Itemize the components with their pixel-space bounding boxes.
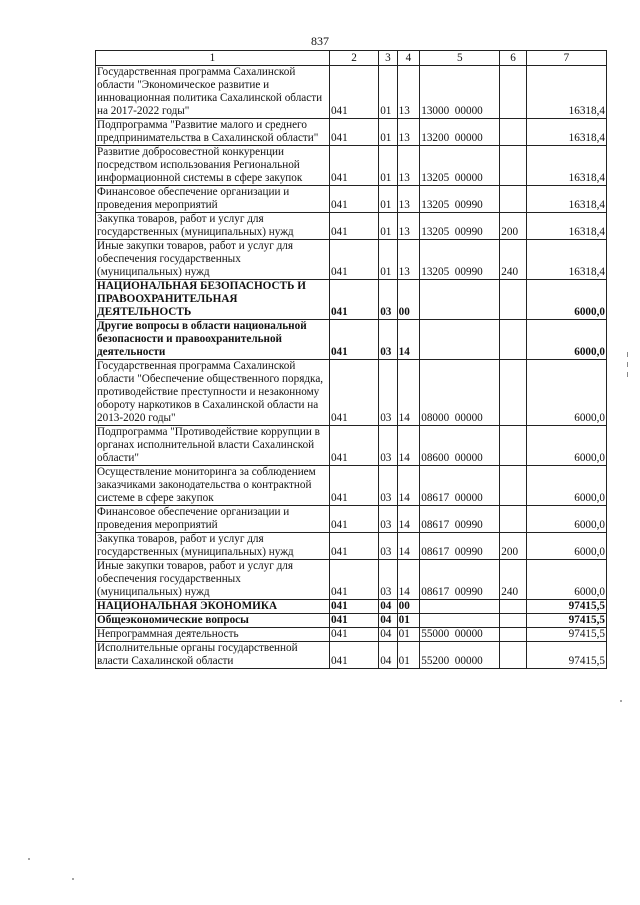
- table-row: [96, 642, 607, 669]
- row-section-code: 03: [379, 280, 397, 320]
- row-amount: 16318,4: [526, 240, 606, 280]
- table-row: [96, 146, 607, 186]
- table-row: [96, 506, 607, 533]
- table-row: [96, 614, 607, 628]
- scan-speck: [72, 878, 74, 880]
- row-amount: 6000,0: [526, 426, 606, 466]
- row-section-code: 03: [379, 533, 397, 560]
- row-subsection-code: 13: [397, 119, 420, 146]
- row-grbs-code: 041: [329, 280, 378, 320]
- row-target-article: [420, 600, 500, 614]
- row-name: НАЦИОНАЛЬНАЯ БЕЗОПАСНОСТЬ И ПРАВООХРАНИТЕЛЬНАЯ ДЕЯТЕЛЬНОСТЬ: [96, 280, 330, 320]
- row-expense-type: [500, 642, 527, 669]
- table-body: [96, 66, 607, 669]
- row-name: Исполнительные органы государственной власти Сахалинской области: [96, 642, 330, 669]
- row-expense-type: [500, 186, 527, 213]
- row-amount: 6000,0: [526, 320, 606, 360]
- row-target-article: 13000 00000: [420, 66, 500, 119]
- row-subsection-code: 13: [397, 240, 420, 280]
- row-target-article: 08617 00000: [420, 466, 500, 506]
- row-expense-type: [500, 600, 527, 614]
- row-grbs-code: 041: [329, 360, 378, 426]
- row-grbs-code: 041: [329, 642, 378, 669]
- row-section-code: 04: [379, 600, 397, 614]
- row-name: НАЦИОНАЛЬНАЯ ЭКОНОМИКА: [96, 600, 330, 614]
- row-amount: 16318,4: [526, 186, 606, 213]
- row-amount: 6000,0: [526, 360, 606, 426]
- row-subsection-code: 14: [397, 466, 420, 506]
- row-subsection-code: 00: [397, 280, 420, 320]
- row-subsection-code: 00: [397, 600, 420, 614]
- row-subsection-code: 14: [397, 506, 420, 533]
- row-expense-type: 200: [500, 533, 527, 560]
- row-expense-type: [500, 146, 527, 186]
- table-row: [96, 186, 607, 213]
- row-expense-type: [500, 466, 527, 506]
- row-grbs-code: 041: [329, 119, 378, 146]
- row-target-article: 55200 00000: [420, 642, 500, 669]
- row-name: Подпрограмма "Противодействие коррупции в органах исполнительной власти Сахалинской области": [96, 426, 330, 466]
- row-subsection-code: 13: [397, 213, 420, 240]
- row-section-code: 03: [379, 466, 397, 506]
- row-amount: 97415,5: [526, 642, 606, 669]
- row-name: Иные закупки товаров, работ и услуг для обеспечения государственных (муниципальных) нужд: [96, 560, 330, 600]
- row-target-article: 13205 00000: [420, 146, 500, 186]
- row-target-article: [420, 614, 500, 628]
- row-subsection-code: 14: [397, 560, 420, 600]
- row-name: Иные закупки товаров, работ и услуг для обеспечения государственных (муниципальных) нужд: [96, 240, 330, 280]
- table-row: [96, 560, 607, 600]
- row-grbs-code: 041: [329, 213, 378, 240]
- row-amount: 16318,4: [526, 146, 606, 186]
- row-section-code: 01: [379, 240, 397, 280]
- row-name: Государственная программа Сахалинской области "Экономическое развитие и инновационная политика Сахалинской области на 2017-2022 годы": [96, 66, 330, 119]
- row-target-article: [420, 320, 500, 360]
- column-header: 6: [500, 51, 527, 66]
- scan-speck: [28, 858, 30, 860]
- column-header: 4: [397, 51, 420, 66]
- row-amount: 97415,5: [526, 600, 606, 614]
- row-name: Развитие добросовестной конкуренции посредством использования Региональной информационной системы в сфере закупок: [96, 146, 330, 186]
- row-name: Финансовое обеспечение организации и проведения мероприятий: [96, 186, 330, 213]
- column-header: 2: [329, 51, 378, 66]
- row-target-article: 13200 00000: [420, 119, 500, 146]
- row-name: Финансовое обеспечение организации и проведения мероприятий: [96, 506, 330, 533]
- row-grbs-code: 041: [329, 628, 378, 642]
- row-grbs-code: 041: [329, 66, 378, 119]
- table-row: [96, 213, 607, 240]
- row-expense-type: [500, 426, 527, 466]
- row-target-article: 55000 00000: [420, 628, 500, 642]
- row-amount: 97415,5: [526, 628, 606, 642]
- row-name: Закупка товаров, работ и услуг для государственных (муниципальных) нужд: [96, 213, 330, 240]
- row-subsection-code: 14: [397, 533, 420, 560]
- row-section-code: 03: [379, 320, 397, 360]
- row-target-article: 13205 00990: [420, 186, 500, 213]
- row-subsection-code: 01: [397, 642, 420, 669]
- row-expense-type: [500, 614, 527, 628]
- row-expense-type: [500, 280, 527, 320]
- row-subsection-code: 13: [397, 66, 420, 119]
- row-target-article: 08617 00990: [420, 533, 500, 560]
- row-section-code: 01: [379, 119, 397, 146]
- table-row: [96, 280, 607, 320]
- budget-table: [95, 50, 607, 669]
- row-amount: 6000,0: [526, 280, 606, 320]
- row-subsection-code: 13: [397, 146, 420, 186]
- table-row: [96, 66, 607, 119]
- row-grbs-code: 041: [329, 600, 378, 614]
- row-grbs-code: 041: [329, 614, 378, 628]
- row-section-code: 03: [379, 506, 397, 533]
- row-section-code: 03: [379, 426, 397, 466]
- row-target-article: 08000 00000: [420, 360, 500, 426]
- row-subsection-code: 14: [397, 426, 420, 466]
- row-expense-type: [500, 119, 527, 146]
- row-expense-type: [500, 506, 527, 533]
- row-section-code: 01: [379, 66, 397, 119]
- scan-mark: [627, 372, 628, 377]
- row-amount: 6000,0: [526, 466, 606, 506]
- table-row: [96, 320, 607, 360]
- row-amount: 16318,4: [526, 213, 606, 240]
- row-target-article: 08617 00990: [420, 506, 500, 533]
- row-section-code: 04: [379, 642, 397, 669]
- row-section-code: 01: [379, 146, 397, 186]
- row-expense-type: 240: [500, 240, 527, 280]
- row-name: Осуществление мониторинга за соблюдением заказчиками законодательства о контрактной системе в сфере закупок: [96, 466, 330, 506]
- row-target-article: 08600 00000: [420, 426, 500, 466]
- table-row: [96, 628, 607, 642]
- row-grbs-code: 041: [329, 240, 378, 280]
- row-target-article: 13205 00990: [420, 240, 500, 280]
- table-row: [96, 466, 607, 506]
- row-name: Другие вопросы в области национальной безопасности и правоохранительной деятельности: [96, 320, 330, 360]
- row-amount: 16318,4: [526, 66, 606, 119]
- row-expense-type: [500, 66, 527, 119]
- row-section-code: 01: [379, 213, 397, 240]
- table-row: [96, 600, 607, 614]
- row-target-article: 13205 00990: [420, 213, 500, 240]
- row-grbs-code: 041: [329, 466, 378, 506]
- row-subsection-code: 14: [397, 320, 420, 360]
- row-grbs-code: 041: [329, 426, 378, 466]
- row-amount: 97415,5: [526, 614, 606, 628]
- header-row: [96, 51, 607, 66]
- row-grbs-code: 041: [329, 560, 378, 600]
- row-grbs-code: 041: [329, 506, 378, 533]
- row-expense-type: [500, 628, 527, 642]
- row-name: Подпрограмма "Развитие малого и среднего предпринимательства в Сахалинской области": [96, 119, 330, 146]
- row-expense-type: 240: [500, 560, 527, 600]
- row-amount: 6000,0: [526, 506, 606, 533]
- row-section-code: 04: [379, 614, 397, 628]
- row-grbs-code: 041: [329, 186, 378, 213]
- row-subsection-code: 01: [397, 628, 420, 642]
- row-section-code: 03: [379, 560, 397, 600]
- row-expense-type: [500, 360, 527, 426]
- row-subsection-code: 01: [397, 614, 420, 628]
- row-grbs-code: 041: [329, 533, 378, 560]
- page-number: 837: [311, 34, 329, 48]
- row-amount: 16318,4: [526, 119, 606, 146]
- row-target-article: 08617 00990: [420, 560, 500, 600]
- row-subsection-code: 13: [397, 186, 420, 213]
- row-grbs-code: 041: [329, 146, 378, 186]
- column-header: 7: [526, 51, 606, 66]
- scan-speck: [620, 700, 622, 702]
- table-row: [96, 426, 607, 466]
- table-row: [96, 240, 607, 280]
- row-subsection-code: 14: [397, 360, 420, 426]
- row-amount: 6000,0: [526, 560, 606, 600]
- table-row: [96, 360, 607, 426]
- row-expense-type: 200: [500, 213, 527, 240]
- row-name: Государственная программа Сахалинской области "Обеспечение общественного порядка, противодействие преступности и незаконному обороту наркотиков в Сахалинской области на 2013-2020 годы": [96, 360, 330, 426]
- row-amount: 6000,0: [526, 533, 606, 560]
- row-grbs-code: 041: [329, 320, 378, 360]
- row-name: Закупка товаров, работ и услуг для государственных (муниципальных) нужд: [96, 533, 330, 560]
- row-section-code: 03: [379, 360, 397, 426]
- table-row: [96, 533, 607, 560]
- row-section-code: 01: [379, 186, 397, 213]
- scan-mark: [627, 352, 628, 357]
- row-name: Общеэкономические вопросы: [96, 614, 330, 628]
- column-header: 3: [379, 51, 397, 66]
- row-expense-type: [500, 320, 527, 360]
- row-name: Непрограммная деятельность: [96, 628, 330, 642]
- scan-mark: [627, 362, 628, 367]
- column-header: 5: [420, 51, 500, 66]
- row-target-article: [420, 280, 500, 320]
- column-header: 1: [96, 51, 330, 66]
- table-row: [96, 119, 607, 146]
- row-section-code: 04: [379, 628, 397, 642]
